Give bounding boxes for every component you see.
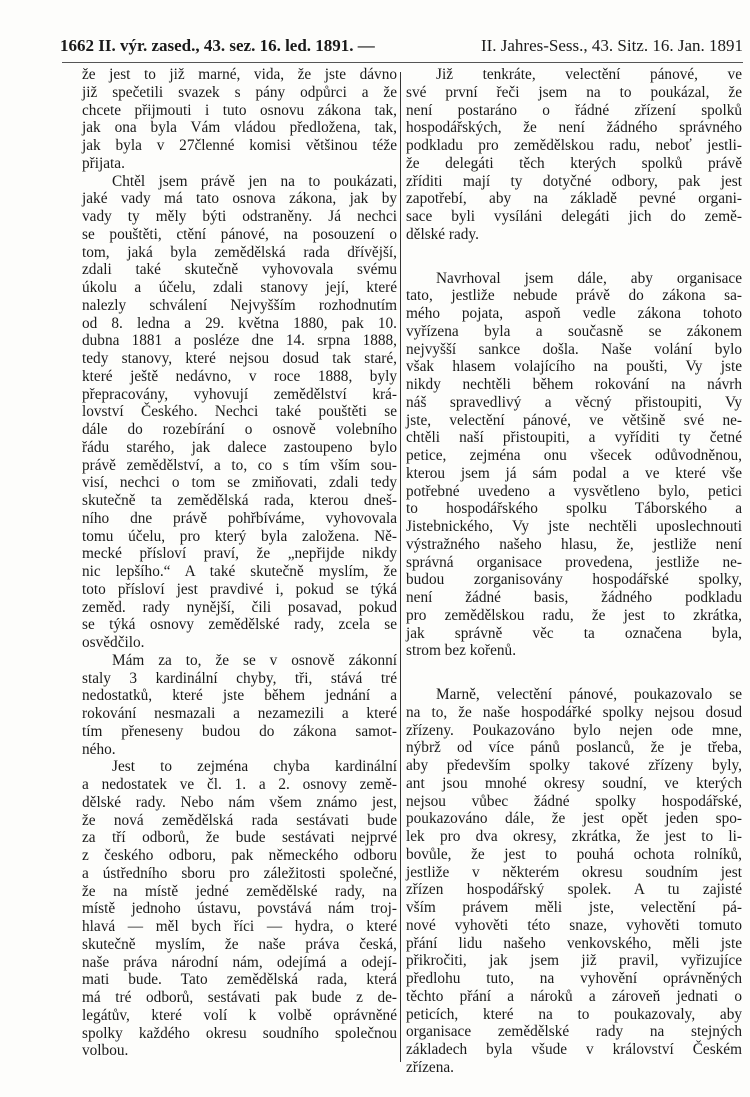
text-line: a nedostatek ve čl. 1. a 2. osnovy země- <box>82 776 397 793</box>
text-line: již spečetili svazek s pány odpůrci a že <box>82 83 397 101</box>
text-line: pro zemědělskou radu, že jest to zkrátka, <box>406 606 742 624</box>
text-line: mati bude. Tato zemědělská rada, která <box>82 971 397 989</box>
text-line: tato, jestliže nebude právě do zákona sa- <box>406 287 742 305</box>
header-rule <box>62 62 743 63</box>
text-line: rokování nesmazali a nezamezili a které <box>82 705 397 722</box>
text-line: však hlasem volajícího na poušti, Vy jste <box>406 358 742 376</box>
text-line: kterou jsem já sám podal a ve které vše <box>406 464 742 482</box>
text-line: ního dne právě pohřbíváme, vyhovovala <box>82 509 397 527</box>
text-line: nýbrž od více pánů poslanců, že je třeba, <box>406 739 742 757</box>
text-line: podkladu pro zemědělskou radu, neboť jestli- <box>406 137 742 154</box>
text-line: své první řeči jsem na to poukázal, že <box>406 83 742 101</box>
text-line: dubna 1881 a posléze dne 14. srpna 1888, <box>82 332 397 350</box>
text-line: že delegáti těch kterých spolků právě <box>406 154 742 172</box>
text-line: sace byli vysíláni delegáti jich do země- <box>406 208 742 225</box>
text-line: Mám za to, že se v osnově zákonní <box>112 651 397 669</box>
text-line: úkolu a účelu, zdali stanovy její, které <box>82 279 397 296</box>
paragraph-gap <box>406 244 742 270</box>
text-line: přikročiti, jak jsem již pravil, vyřizujíce <box>406 952 742 970</box>
text-line: výstražného našeho hlasu, že, jestliže není <box>406 535 742 553</box>
text-line: vady ty měly býti odstraněny. Já nechci <box>82 208 397 225</box>
paragraph <box>82 173 397 652</box>
text-line: volbou. <box>82 1042 129 1060</box>
text-line: tom, jaká byla zemědělská rada dřívější, <box>82 243 397 261</box>
text-line: budou zorganisovány hospodářské spolky, <box>406 571 742 589</box>
paragraph <box>406 686 742 1077</box>
paragraph-gap <box>406 660 742 686</box>
text-line: že na místě jedné zemědělské rady, na <box>82 882 397 900</box>
text-line: chcete přijmouti i tuto osnovu zákona tak, <box>82 101 397 119</box>
text-line: těchto přání a nároků a zároveň jednati o <box>406 987 742 1005</box>
text-line: organisace zemědělské rady na stejných <box>406 1023 742 1041</box>
text-line: zapotřebí, aby na základě pevné organi- <box>406 190 742 208</box>
text-line: které ještě nedávno, v roce 1888, byly <box>82 367 397 385</box>
text-line: lek pro dva okresy, zkrátka, že jest to li- <box>406 828 742 845</box>
text-line: tomu účelu, pro který byla založena. Ně- <box>82 527 397 545</box>
text-line: nedostatků, které jste během jednání a <box>82 687 397 705</box>
right-column <box>406 66 742 1077</box>
text-line: aby především spolky takové zřízeny byly, <box>406 757 742 774</box>
text-line: chtěli naší přistoupiti, a vyříditi ty četné <box>406 429 742 447</box>
text-line: legátův, které volí k volbě oprávněné <box>82 1006 397 1024</box>
text-line: od 8. ledna a 29. května 1880, pak 10. <box>82 314 397 332</box>
text-line: dále do rozebírání o osnově volebního <box>82 421 397 438</box>
text-line: nic lepšího.“ A také skutečně myslím, že <box>82 563 397 580</box>
text-line: Již tenkráte, velectění pánové, ve <box>436 66 742 83</box>
text-line: dělské rady. <box>406 225 479 243</box>
text-line: vyřízena byla a současně se zákonem <box>406 322 742 340</box>
column-divider <box>400 72 401 1062</box>
text-line: přijata. <box>82 154 125 172</box>
text-line: právě zemědělství, a to, co s tím vším sou- <box>82 456 397 474</box>
paragraph <box>406 270 742 661</box>
text-line: že nová zemědělská rada sestávati bude <box>82 811 397 829</box>
left-column <box>82 66 397 1060</box>
paragraph <box>82 758 397 1060</box>
text-line: náš spravedlivý a věcný přistoupiti, Vy <box>406 393 742 411</box>
text-line: jestliže v některém okresu soudním jest <box>406 863 742 881</box>
text-line: a ústředního sboru pro záležitosti společné, <box>82 864 397 882</box>
text-line: nejsou vůbec žádné spolky hospodářské, <box>406 792 742 810</box>
text-line: Chtěl jsem právě jen na to poukázati, <box>112 172 397 190</box>
text-line: osvědčilo. <box>82 634 145 651</box>
text-line: že jest to již marné, vida, že jste dávno <box>82 66 397 83</box>
text-line: mecké přísloví praví, že „nepřijde nikdy <box>82 545 397 563</box>
text-line: správná organisace provedena, jestliže ne- <box>406 553 742 571</box>
text-line: toto přísloví jest pravdivé i, pokud se týká <box>82 580 397 598</box>
text-line: potřebné uvedeno a vysvětleno bylo, petici <box>406 482 742 500</box>
text-line: má tré odborů, sestávati pak bude z de- <box>82 989 397 1006</box>
text-line: Navrhoval jsem dále, aby organisace <box>436 269 742 287</box>
text-line: zeměd. rady nynější, čili posavad, pokud <box>82 598 397 616</box>
text-line: jak ona byla Vám vládou předložena, tak, <box>82 119 397 137</box>
text-line: zřízeny. Poukazováno bylo nejen ode mne, <box>406 721 742 739</box>
text-line: ant jsou mnohé okresy soudní, ve kterých <box>406 774 742 792</box>
text-line: zdali také skutečně vyhovovala svému <box>82 261 397 279</box>
text-line: není žádné basis, žádného podkladu <box>406 589 742 606</box>
text-line: za tří odborů, že bude sestávati nejprvé <box>82 829 397 847</box>
text-line: poukazováno dále, že jest opět jeden spo- <box>406 810 742 828</box>
text-line: staly 3 kardinální chyby, tři, stává tré <box>82 669 397 687</box>
text-line: nalezly schválení Nejvyšším rozhodnutím <box>82 296 397 314</box>
text-line: přepracovány, vyhovují zemědělství krá- <box>82 385 397 403</box>
text-line: tím přeneseny budou do zákona samot- <box>82 722 397 740</box>
text-line: jak byla v 27členné komisi většinou téže <box>82 137 397 154</box>
text-line: mého pojata, aspoň vedle zákona tohoto <box>406 305 742 322</box>
text-line: z českého odboru, pak německého odboru <box>82 847 397 864</box>
text-line: Marně, velectění pánové, poukazovalo se <box>436 686 742 703</box>
text-line: visí, nechci o tom se zmiňovati, zdali tedy <box>82 474 397 492</box>
text-line: jaké vady má tato osnova zákona, jak by <box>82 190 397 208</box>
text-line: místě jednoho ústavu, povstává nám troj- <box>82 900 397 918</box>
text-line: naše práva národní nám, odejímá a odejí- <box>82 953 397 971</box>
text-line: tedy stanovy, které nejsou dosud tak staré, <box>82 350 397 367</box>
text-line: zřízen hospodářský spolek. A tu zajisté <box>406 881 742 899</box>
text-line: nikdy nechtěli během rokování na návrh <box>406 376 742 393</box>
text-line: není postaráno o řádné zřízení spolků <box>406 101 742 119</box>
text-line: nové vyhověti této snaze, vyhověti tomuto <box>406 916 742 934</box>
text-line: zřízena. <box>406 1058 454 1076</box>
text-line: základech byla všude v království Českém <box>406 1041 742 1058</box>
text-line: peticích, které na to poukazovaly, aby <box>406 1005 742 1023</box>
text-line: předlohu tuto, na vyhovění oprávněných <box>406 970 742 987</box>
text-line: hospodářských, že není žádného správného <box>406 119 742 137</box>
paragraph <box>406 66 742 244</box>
text-line: skutečně ta zemědělská rada, kterou dneš- <box>82 492 397 509</box>
text-line: vším právem měli jste, velectění pá- <box>406 899 742 916</box>
text-line: řádu starého, jak dalece zastoupeno bylo <box>82 438 397 456</box>
text-line: přání lidu našeho venkovského, měli jste <box>406 934 742 952</box>
text-line: dělské rady. Nebo nám všem známo jest, <box>82 793 397 811</box>
text-line: na to, že naše hospodářké spolky nejsou dosud <box>406 703 742 721</box>
text-line: zříditi mají ty dotyčné odbory, pak jest <box>406 172 742 190</box>
text-line: spolky každého okresu soudního společnou <box>82 1024 397 1042</box>
header-german: II. Jahres-Sess., 43. Sitz. 16. Jan. 1891 <box>480 36 743 55</box>
text-line: se týká osnovy zemědělské rady, zcela se <box>82 616 397 634</box>
text-line: petice, zejména onu všecek odůvodněnou, <box>406 447 742 464</box>
header-czech: 1662 II. výr. zased., 43. sez. 16. led. 1891. — <box>60 36 375 55</box>
text-line: skutečně myslím, že naše práva česká, <box>82 935 397 953</box>
text-line: to hospodářského spolku Táborského a <box>406 500 742 518</box>
text-line: lovství Českého. Nechci také pouštěti se <box>82 403 397 421</box>
paragraph <box>82 66 397 173</box>
page-header <box>60 36 743 56</box>
text-line: jak správně věc ta označena byla, <box>406 624 742 642</box>
text-line: se pouštěti, ctění pánové, na posouzení o <box>82 225 397 243</box>
text-line: nejvyšší sankce došla. Naše volání bylo <box>406 340 742 358</box>
text-line: strom bez kořenů. <box>406 642 517 660</box>
text-line: hlavá — měl bych říci — hydra, o které <box>82 918 397 935</box>
text-line: Jistebnického, Vy jste nechtěli uposlechnouti <box>406 518 742 535</box>
text-line: jste, velectění pánové, ve většině své ne- <box>406 411 742 429</box>
text-line: ného. <box>82 740 116 758</box>
paragraph <box>82 652 397 759</box>
text-line: bovůle, že jest to pouhá ochota rolníků, <box>406 845 742 863</box>
text-line: Jest to zejména chyba kardinální <box>112 758 397 776</box>
